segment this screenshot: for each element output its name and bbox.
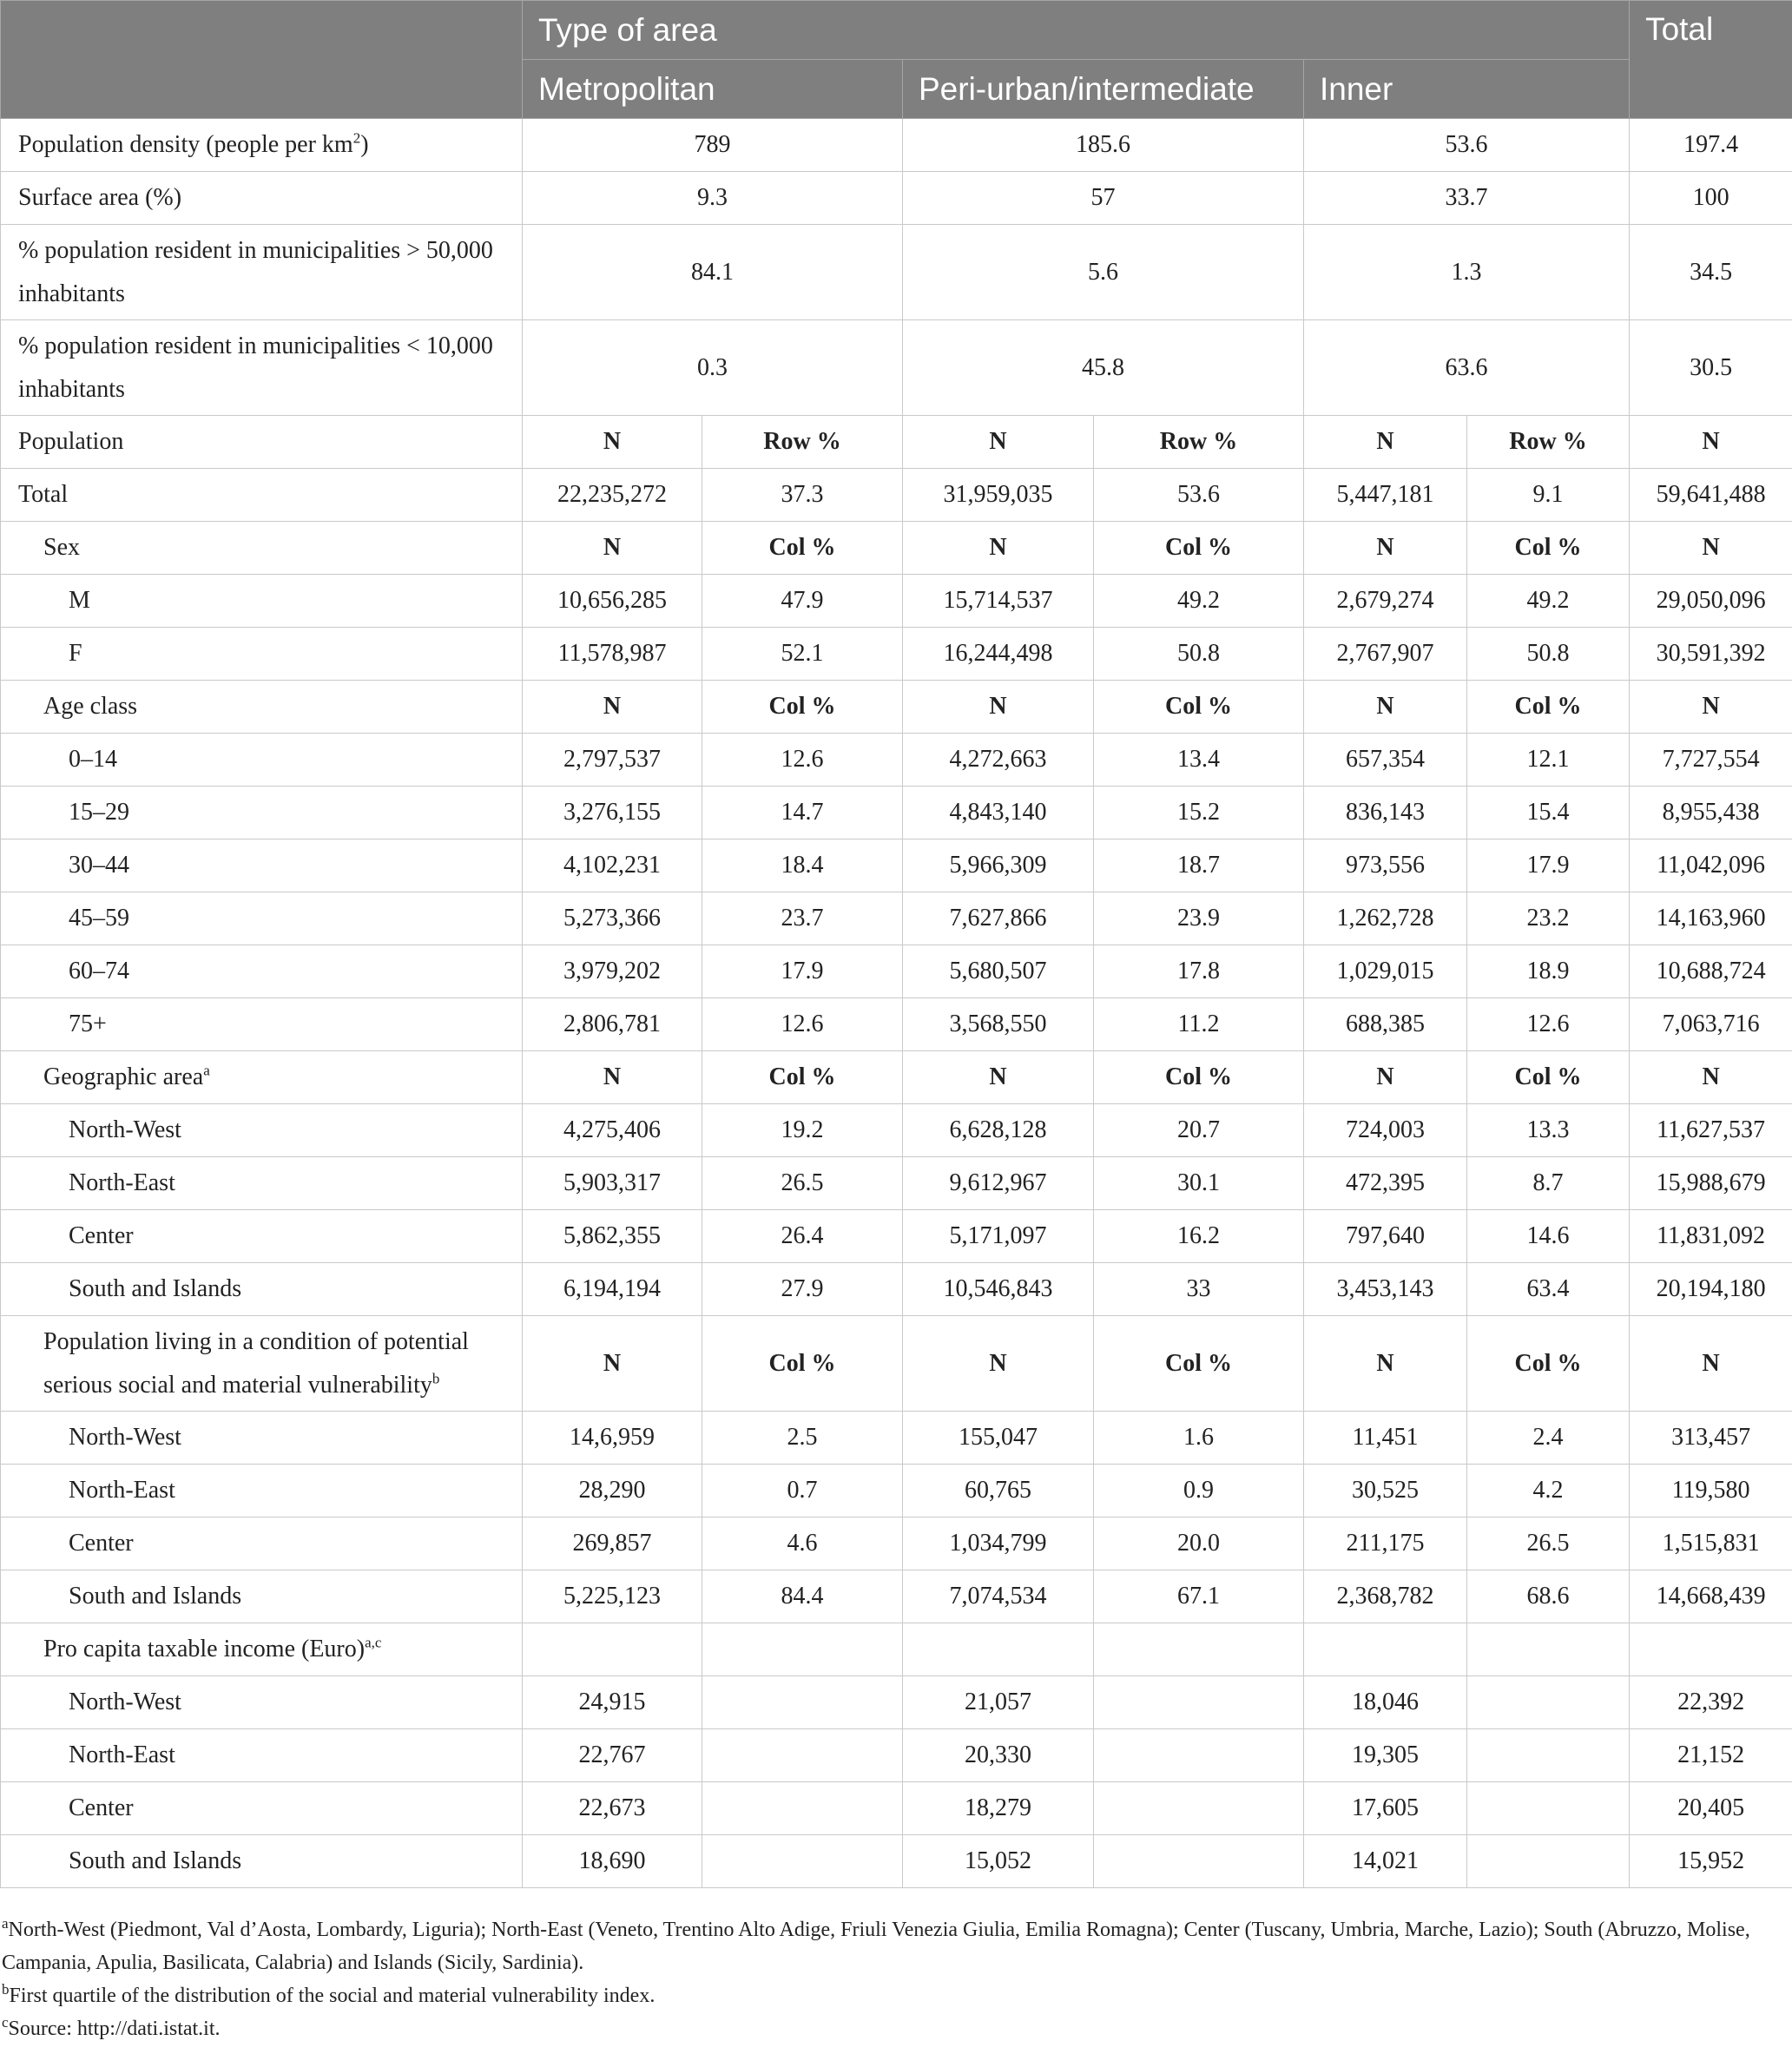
table-row [1, 628, 1792, 681]
cell: 7,727,554 [1630, 734, 1792, 787]
col-header: N [903, 416, 1094, 469]
cell: 269,857 [523, 1517, 702, 1570]
cell: 19.2 [702, 1104, 903, 1157]
cell: 688,385 [1304, 998, 1467, 1051]
cell: 5,680,507 [903, 945, 1094, 998]
cell [702, 1729, 903, 1782]
cell: 313,457 [1630, 1412, 1792, 1465]
col-header: N [523, 1051, 702, 1104]
col-header: Col % [1467, 681, 1630, 734]
footnote: $^c$Source: http://dati.istat.it. [2, 2014, 221, 2040]
col-header [523, 1623, 702, 1676]
row-label: F [1, 628, 523, 681]
col-header: N [523, 1316, 702, 1412]
cell [702, 1835, 903, 1888]
cell [1467, 1835, 1630, 1888]
row-label: South and Islands [1, 1835, 523, 1888]
cell: 49.2 [1467, 575, 1630, 628]
cell: 11,042,096 [1630, 839, 1792, 892]
table-row [1, 1263, 1792, 1316]
col-header: Col % [1467, 1051, 1630, 1104]
cell: 657,354 [1304, 734, 1467, 787]
cell [702, 1782, 903, 1835]
header-total: Total [1630, 1, 1792, 119]
cell: 60,765 [903, 1465, 1094, 1517]
cell: 12.6 [702, 734, 903, 787]
cell: 23.9 [1094, 892, 1304, 945]
col-header [702, 1623, 903, 1676]
row-label: 45–59 [1, 892, 523, 945]
row-label: Center [1, 1782, 523, 1835]
cell: 26.5 [1467, 1517, 1630, 1570]
col-header: Col % [1094, 681, 1304, 734]
cell: 4.6 [702, 1517, 903, 1570]
header-metropolitan: Metropolitan [523, 60, 903, 119]
cell: 18,690 [523, 1835, 702, 1888]
header-type-of-area: Type of area [523, 1, 1630, 60]
cell: 16,244,498 [903, 628, 1094, 681]
cell: 30,525 [1304, 1465, 1467, 1517]
cell: 11,578,987 [523, 628, 702, 681]
table-row [1, 1729, 1792, 1782]
cell: 5,273,366 [523, 892, 702, 945]
cell: 57 [903, 172, 1304, 225]
cell: 13.4 [1094, 734, 1304, 787]
cell: 63.6 [1304, 320, 1630, 416]
cell: 18.7 [1094, 839, 1304, 892]
cell: 49.2 [1094, 575, 1304, 628]
cell: 9.3 [523, 172, 903, 225]
table-row [1, 1210, 1792, 1263]
cell: 5,447,181 [1304, 469, 1467, 522]
cell: 53.6 [1304, 119, 1630, 172]
group-header-sex [1, 522, 1792, 575]
cell: 973,556 [1304, 839, 1467, 892]
cell: 21,152 [1630, 1729, 1792, 1782]
cell: 0.3 [523, 320, 903, 416]
col-header: N [1630, 522, 1792, 575]
group-label: Age class [1, 681, 523, 734]
cell: 18.4 [702, 839, 903, 892]
table-row [1, 1517, 1792, 1570]
cell: 47.9 [702, 575, 903, 628]
row-label: North-East [1, 1729, 523, 1782]
cell: 18,046 [1304, 1676, 1467, 1729]
col-header: N [1630, 681, 1792, 734]
table-row [1, 945, 1792, 998]
col-header: N [903, 681, 1094, 734]
cell: 15.2 [1094, 787, 1304, 839]
cell: 2,806,781 [523, 998, 702, 1051]
cell: 17.9 [702, 945, 903, 998]
cell: 1,029,015 [1304, 945, 1467, 998]
cell: 52.1 [702, 628, 903, 681]
col-header: Col % [1094, 1316, 1304, 1412]
row-label: North-West [1, 1412, 523, 1465]
cell: 20,330 [903, 1729, 1094, 1782]
cell: 12.6 [1467, 998, 1630, 1051]
table-row [1, 1412, 1792, 1465]
footnote: $^b$First quartile of the distribution of the social and material vulnerability index. [2, 1981, 656, 2007]
cell: 2,797,537 [523, 734, 702, 787]
row-label: North-East [1, 1157, 523, 1210]
cell: 26.4 [702, 1210, 903, 1263]
table-row [1, 1835, 1792, 1888]
cell: 5,225,123 [523, 1570, 702, 1623]
cell: 30.1 [1094, 1157, 1304, 1210]
cell: 11,831,092 [1630, 1210, 1792, 1263]
row-label: % population resident in municipalities > 50,000 inhabitants [1, 225, 523, 320]
cell: 4,102,231 [523, 839, 702, 892]
col-header: N [1304, 1316, 1467, 1412]
cell: 22,767 [523, 1729, 702, 1782]
cell: 6,194,194 [523, 1263, 702, 1316]
cell: 20,194,180 [1630, 1263, 1792, 1316]
col-header: Col % [702, 681, 903, 734]
cell: 5,171,097 [903, 1210, 1094, 1263]
cell: 84.1 [523, 225, 903, 320]
col-header: N [1304, 416, 1467, 469]
row-label: Center [1, 1210, 523, 1263]
cell: 33.7 [1304, 172, 1630, 225]
row-label: M [1, 575, 523, 628]
col-header: N [1630, 1316, 1792, 1412]
cell: 16.2 [1094, 1210, 1304, 1263]
cell: 12.1 [1467, 734, 1630, 787]
cell: 22,392 [1630, 1676, 1792, 1729]
cell: 7,627,866 [903, 892, 1094, 945]
group-label: Geographic area$^a$ [1, 1051, 523, 1104]
col-header: N [1630, 416, 1792, 469]
row-density [1, 119, 1792, 172]
cell: 3,979,202 [523, 945, 702, 998]
cell: 14,021 [1304, 1835, 1467, 1888]
cell: 45.8 [903, 320, 1304, 416]
table-row [1, 1465, 1792, 1517]
cell: 3,453,143 [1304, 1263, 1467, 1316]
row-label: % population resident in municipalities < 10,000 inhabitants [1, 320, 523, 416]
cell: 4,272,663 [903, 734, 1094, 787]
cell: 1.3 [1304, 225, 1630, 320]
row-total [1, 469, 1792, 522]
row-label: North-West [1, 1104, 523, 1157]
cell: 31,959,035 [903, 469, 1094, 522]
cell: 7,063,716 [1630, 998, 1792, 1051]
row-label: North-West [1, 1676, 523, 1729]
col-header: N [903, 1316, 1094, 1412]
cell: 18.9 [1467, 945, 1630, 998]
cell: 53.6 [1094, 469, 1304, 522]
cell: 50.8 [1094, 628, 1304, 681]
col-header: Col % [1094, 522, 1304, 575]
cell: 14,163,960 [1630, 892, 1792, 945]
footnotes [0, 1913, 1792, 2045]
cell [1467, 1782, 1630, 1835]
col-header: Col % [1467, 1316, 1630, 1412]
row-surface [1, 172, 1792, 225]
cell [1094, 1729, 1304, 1782]
cell [1094, 1676, 1304, 1729]
table-row [1, 892, 1792, 945]
col-header: Row % [702, 416, 903, 469]
table-row [1, 1782, 1792, 1835]
table-row [1, 998, 1792, 1051]
row-label: North-East [1, 1465, 523, 1517]
col-header: N [1304, 522, 1467, 575]
cell: 789 [523, 119, 903, 172]
cell: 20,405 [1630, 1782, 1792, 1835]
col-header: N [1304, 1051, 1467, 1104]
cell: 30,591,392 [1630, 628, 1792, 681]
cell: 17.8 [1094, 945, 1304, 998]
cell: 24,915 [523, 1676, 702, 1729]
row-label: Population density (people per $km^2$) [1, 119, 523, 172]
cell: 1,262,728 [1304, 892, 1467, 945]
cell: 9,612,967 [903, 1157, 1094, 1210]
row-population-header [1, 416, 1792, 469]
row-over50k [1, 225, 1792, 320]
col-header [903, 1623, 1094, 1676]
row-label: Population [1, 416, 523, 469]
col-header: N [1630, 1051, 1792, 1104]
col-header: Row % [1094, 416, 1304, 469]
cell: 30.5 [1630, 320, 1792, 416]
cell: 27.9 [702, 1263, 903, 1316]
col-header: Col % [702, 522, 903, 575]
cell: 724,003 [1304, 1104, 1467, 1157]
group-label: Population living in a condition of potential serious social and material vulnerability$^b$ [1, 1316, 523, 1412]
cell: 63.4 [1467, 1263, 1630, 1316]
cell: 11,627,537 [1630, 1104, 1792, 1157]
cell: 9.1 [1467, 469, 1630, 522]
cell: 14.7 [702, 787, 903, 839]
table-row [1, 1157, 1792, 1210]
cell: 3,276,155 [523, 787, 702, 839]
table-row [1, 787, 1792, 839]
cell: 15,714,537 [903, 575, 1094, 628]
group-header-geographic-area [1, 1051, 1792, 1104]
cell: 23.2 [1467, 892, 1630, 945]
cell: 211,175 [1304, 1517, 1467, 1570]
row-label: 30–44 [1, 839, 523, 892]
cell: 185.6 [903, 119, 1304, 172]
cell: 17.9 [1467, 839, 1630, 892]
header-periurban: Peri-urban/intermediate [903, 60, 1304, 119]
cell: 2,368,782 [1304, 1570, 1467, 1623]
row-under10k [1, 320, 1792, 416]
row-label: Total [1, 469, 523, 522]
cell: 1,034,799 [903, 1517, 1094, 1570]
cell: 2.5 [702, 1412, 903, 1465]
row-label: Center [1, 1517, 523, 1570]
cell: 67.1 [1094, 1570, 1304, 1623]
row-label: 75+ [1, 998, 523, 1051]
cell: 14,6,959 [523, 1412, 702, 1465]
header-row-1 [1, 1, 1792, 60]
col-header: N [523, 681, 702, 734]
cell: 22,235,272 [523, 469, 702, 522]
cell: 11.2 [1094, 998, 1304, 1051]
cell: 5.6 [903, 225, 1304, 320]
cell [1094, 1835, 1304, 1888]
col-header: N [523, 522, 702, 575]
cell: 1,515,831 [1630, 1517, 1792, 1570]
group-label: Pro capita taxable income (Euro)$^{a,c}$ [1, 1623, 523, 1676]
row-label: 60–74 [1, 945, 523, 998]
cell: 8,955,438 [1630, 787, 1792, 839]
cell: 472,395 [1304, 1157, 1467, 1210]
cell: 15,988,679 [1630, 1157, 1792, 1210]
table-row [1, 839, 1792, 892]
row-label: Surface area (%) [1, 172, 523, 225]
cell [1467, 1676, 1630, 1729]
cell: 33 [1094, 1263, 1304, 1316]
footnote: $^a$North-West (Piedmont, Val d’Aosta, Lombardy, Liguria); North-East (Veneto, Trentino Alto Adige, Friuli Venezia Giulia, Emilia Romagna); Center (Tuscany, Umbria, Marche, Lazio); South (Abruzzo, Molise, Campania, Apulia, Basilicata, Calabria) and Islands (Sicily, Sardinia). [2, 1915, 1750, 1974]
cell: 8.7 [1467, 1157, 1630, 1210]
cell: 21,057 [903, 1676, 1094, 1729]
col-header [1467, 1623, 1630, 1676]
table-row [1, 1570, 1792, 1623]
table-row [1, 734, 1792, 787]
col-header: Col % [1094, 1051, 1304, 1104]
cell [702, 1676, 903, 1729]
group-header-income [1, 1623, 1792, 1676]
cell: 12.6 [702, 998, 903, 1051]
cell: 26.5 [702, 1157, 903, 1210]
row-label: South and Islands [1, 1263, 523, 1316]
cell: 5,903,317 [523, 1157, 702, 1210]
cell: 6,628,128 [903, 1104, 1094, 1157]
cell: 10,546,843 [903, 1263, 1094, 1316]
table-row [1, 575, 1792, 628]
cell: 7,074,534 [903, 1570, 1094, 1623]
cell: 836,143 [1304, 787, 1467, 839]
cell: 22,673 [523, 1782, 702, 1835]
cell [1467, 1729, 1630, 1782]
header-inner: Inner [1304, 60, 1630, 119]
row-label: 0–14 [1, 734, 523, 787]
cell: 5,966,309 [903, 839, 1094, 892]
cell: 59,641,488 [1630, 469, 1792, 522]
cell: 5,862,355 [523, 1210, 702, 1263]
cell: 15.4 [1467, 787, 1630, 839]
cell: 15,052 [903, 1835, 1094, 1888]
row-label: 15–29 [1, 787, 523, 839]
cell: 18,279 [903, 1782, 1094, 1835]
cell [1094, 1782, 1304, 1835]
cell: 155,047 [903, 1412, 1094, 1465]
cell: 34.5 [1630, 225, 1792, 320]
group-header-vulnerability [1, 1316, 1792, 1412]
cell: 19,305 [1304, 1729, 1467, 1782]
cell: 2.4 [1467, 1412, 1630, 1465]
cell: 797,640 [1304, 1210, 1467, 1263]
cell: 100 [1630, 172, 1792, 225]
header-corner [1, 1, 523, 119]
cell: 20.0 [1094, 1517, 1304, 1570]
cell: 119,580 [1630, 1465, 1792, 1517]
cell: 14.6 [1467, 1210, 1630, 1263]
cell: 50.8 [1467, 628, 1630, 681]
col-header: N [523, 416, 702, 469]
row-label: South and Islands [1, 1570, 523, 1623]
cell: 10,656,285 [523, 575, 702, 628]
col-header: Col % [702, 1316, 903, 1412]
cell: 20.7 [1094, 1104, 1304, 1157]
col-header: Col % [702, 1051, 903, 1104]
cell: 2,767,907 [1304, 628, 1467, 681]
cell: 15,952 [1630, 1835, 1792, 1888]
col-header: Col % [1467, 522, 1630, 575]
cell: 4,843,140 [903, 787, 1094, 839]
col-header: N [903, 522, 1094, 575]
col-header [1304, 1623, 1467, 1676]
col-header: N [1304, 681, 1467, 734]
cell: 17,605 [1304, 1782, 1467, 1835]
table-row [1, 1104, 1792, 1157]
cell: 14,668,439 [1630, 1570, 1792, 1623]
cell: 28,290 [523, 1465, 702, 1517]
col-header: Row % [1467, 416, 1630, 469]
cell: 10,688,724 [1630, 945, 1792, 998]
cell: 29,050,096 [1630, 575, 1792, 628]
cell: 11,451 [1304, 1412, 1467, 1465]
cell: 197.4 [1630, 119, 1792, 172]
cell: 3,568,550 [903, 998, 1094, 1051]
cell: 4,275,406 [523, 1104, 702, 1157]
cell: 4.2 [1467, 1465, 1630, 1517]
cell: 68.6 [1467, 1570, 1630, 1623]
cell: 23.7 [702, 892, 903, 945]
col-header [1094, 1623, 1304, 1676]
table-row [1, 1676, 1792, 1729]
group-header-age-class [1, 681, 1792, 734]
cell: 0.9 [1094, 1465, 1304, 1517]
cell: 84.4 [702, 1570, 903, 1623]
col-header [1630, 1623, 1792, 1676]
col-header: N [903, 1051, 1094, 1104]
cell: 1.6 [1094, 1412, 1304, 1465]
cell: 37.3 [702, 469, 903, 522]
cell: 13.3 [1467, 1104, 1630, 1157]
group-label: Sex [1, 522, 523, 575]
cell: 2,679,274 [1304, 575, 1467, 628]
cell: 0.7 [702, 1465, 903, 1517]
